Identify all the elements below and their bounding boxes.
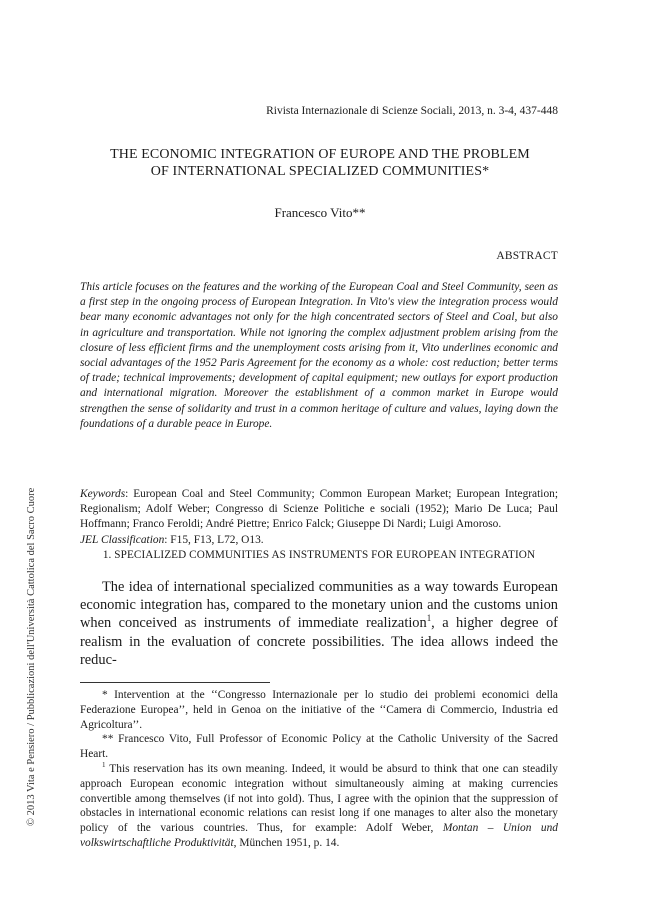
body-paragraph xyxy=(80,578,558,669)
jel-line xyxy=(80,533,558,548)
footnote-1 xyxy=(80,762,558,851)
copyright-side-note: © 2013 Vita e Pensiero / Pubblicazioni dell'Università Cattolica del Sacro Cuore xyxy=(26,487,37,826)
jel-text: : F15, F13, L72, O13. xyxy=(164,533,264,546)
footnote-star xyxy=(80,688,558,732)
keywords-label: Keywords xyxy=(80,488,126,500)
jel-label: JEL Classification xyxy=(80,533,165,546)
body-text-end: , a higher degree of realism in the evaluation of concrete possibilities. The idea allows indeed the reduc- xyxy=(80,615,558,668)
footnote-1-text: This reservation has its own meaning. Indeed, it would be absurd to think that one can steadily approach European economic integration without simultaneously aiming at making currencies convertible among themselves (if not into gold). Thus, I agree with the opinion that the suppression of obstacles in international economic relations can resist long if one manages to alter also the monetary policy of the various countries. Thus, for example: Adolf Weber, xyxy=(80,762,558,835)
footnote-double-star-text: ** Francesco Vito, Full Professor of Economic Policy at the Catholic University of the Sacred Heart. xyxy=(80,733,558,761)
article-title xyxy=(80,146,560,180)
footnote-1-end: , München 1951, p. 14. xyxy=(233,836,340,849)
journal-citation: Rivista Internazionale di Scienze Sociali, 2013, n. 3-4, 437-448 xyxy=(266,105,558,117)
keywords-block xyxy=(80,487,558,548)
footnote-1-book-title: Montan – Union und volkswirtschaftliche Produktivität xyxy=(80,822,558,849)
keywords-line xyxy=(80,487,558,533)
author-name: Francesco Vito** xyxy=(274,205,366,220)
abstract-heading: ABSTRACT xyxy=(496,250,558,262)
footnote-star-text: * Intervention at the ‘‘Congresso Internazionale per lo studio dei problemi economici della Federazione Europea’’, held in Genoa on the initiative of the ‘‘Camera di Commercio, Industria ed Agricoltura’’. xyxy=(80,689,558,731)
body-text-start: The idea of international specialized communities as a way towards European economic integration has, compared to the monetary union and the customs union when conceived as instruments of immediate realization xyxy=(80,579,558,632)
footnote-1-marker: 1 xyxy=(102,761,106,770)
footnote-ref-1[interactable]: 1 xyxy=(426,613,432,624)
footnote-double-star xyxy=(80,732,558,762)
title-line-2: OF INTERNATIONAL SPECIALIZED COMMUNITIES* xyxy=(150,164,490,179)
section-heading: 1. SPECIALIZED COMMUNITIES AS INSTRUMENTS FOR EUROPEAN INTEGRATION xyxy=(102,549,536,561)
footnotes xyxy=(80,688,558,851)
abstract-text: This article focuses on the features and the working of the European Coal and Steel Community, seen as a first step in the ongoing process of European Integration. In Vito's view the integration process would bear many economic advantages not only for the high concentrated sectors of Steel and Coal, but also in agriculture and transportation. While not ignoring the complex adjustment problem arising from the closure of less efficient firms and the unemployment costs arising from it, Vito underlines economic and social advantages of the 1952 Paris Agreement for the economy as a whole: cost reduction; better terms of trade; technical improvements; development of capital equipment; new outlays for export production and international migration. Moreover the establishment of a common market in Europe would strengthen the sense of solidarity and trust in a common heritage of culture and values, laying down the foundations of a durable peace in Europe. xyxy=(80,281,558,430)
keywords-text: : European Coal and Steel Community; Common European Market; European Integration; Regionalism; Adolf Weber; Congresso di Scienze Politiche e sociali (1952); Mario De Luca; Paul Hoffmann; Franco Feroldi; André Piettre; Enrico Falck; Giuseppe Di Nardi; Luigi Amoroso. xyxy=(80,488,558,531)
title-line-1: THE ECONOMIC INTEGRATION OF EUROPE AND THE PROBLEM xyxy=(110,147,530,162)
footnote-divider xyxy=(80,682,270,683)
